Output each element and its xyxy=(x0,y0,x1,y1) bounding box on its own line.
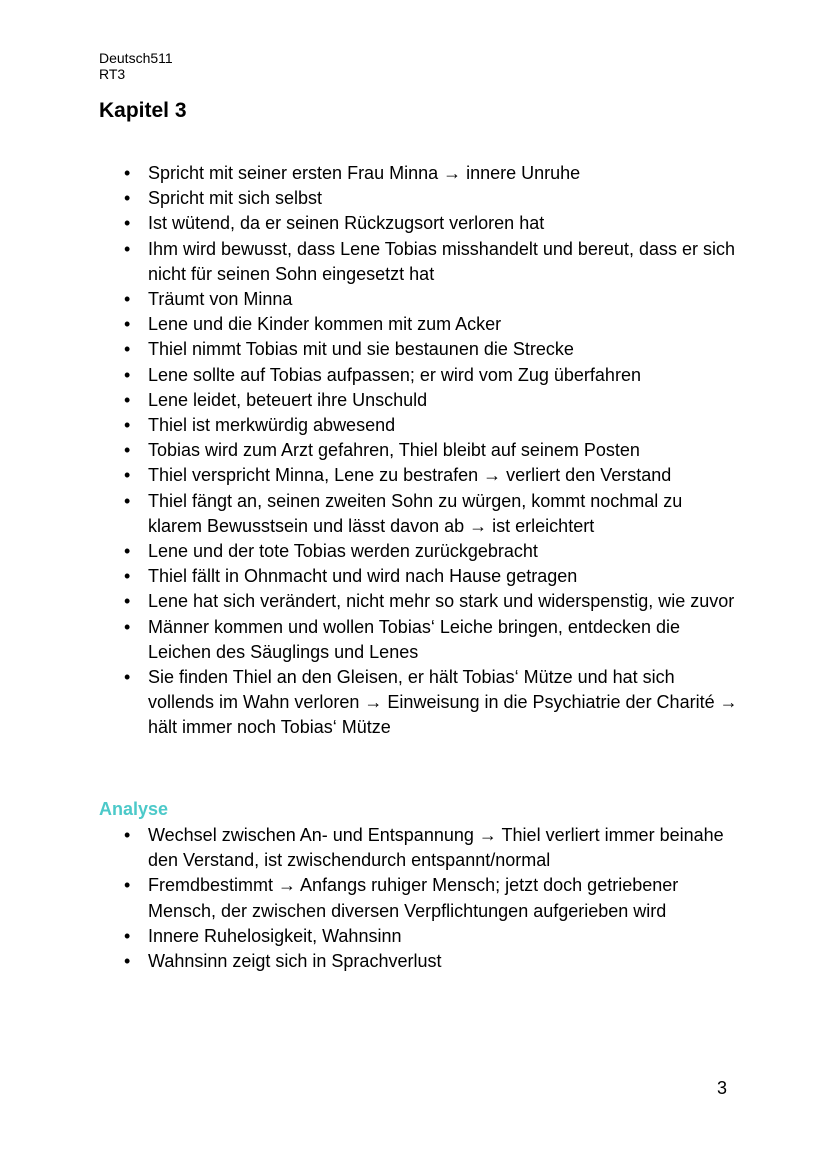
list-item: • Lene und die Kinder kommen mit zum Acker xyxy=(148,312,738,337)
list-item: • Ist wütend, da er seinen Rückzugsort verloren hat xyxy=(148,211,738,236)
analysis-list xyxy=(148,823,738,974)
list-item: • Spricht mit sich selbst xyxy=(148,186,738,211)
list-item: • Tobias wird zum Arzt gefahren, Thiel bleibt auf seinem Posten xyxy=(148,438,738,463)
list-item: • Lene sollte auf Tobias aufpassen; er wird vom Zug überfahren xyxy=(148,363,738,388)
list-item: • Thiel verspricht Minna, Lene zu bestrafen → verliert den Verstand xyxy=(148,463,738,488)
list-item: • Lene und der tote Tobias werden zurückgebracht xyxy=(148,539,738,564)
document-header xyxy=(99,50,173,82)
list-item: • Thiel fällt in Ohnmacht und wird nach Hause getragen xyxy=(148,564,738,589)
course-label: Deutsch511 xyxy=(99,50,173,66)
list-item: • Innere Ruhelosigkeit, Wahnsinn xyxy=(148,924,738,949)
list-item: • Wahnsinn zeigt sich in Sprachverlust xyxy=(148,949,738,974)
list-item: • Träumt von Minna xyxy=(148,287,738,312)
list-item: • Lene hat sich verändert, nicht mehr so stark und widerspenstig, wie zuvor xyxy=(148,589,738,614)
list-item: • Sie finden Thiel an den Gleisen, er hält Tobias‘ Mütze und hat sich vollends im Wahn verloren → Einweisung in die Psychiatrie der Charité → hält immer noch Tobias‘ Mütze xyxy=(148,665,738,741)
list-item: • Lene leidet, beteuert ihre Unschuld xyxy=(148,388,738,413)
list-item: • Fremdbestimmt → Anfangs ruhiger Mensch; jetzt doch getriebener Mensch, der zwischen diversen Verpflichtungen aufgerieben wird xyxy=(148,873,738,923)
list-item: • Thiel ist merkwürdig abwesend xyxy=(148,413,738,438)
group-label: RT3 xyxy=(99,66,126,82)
list-item: • Thiel fängt an, seinen zweiten Sohn zu würgen, kommt nochmal zu klarem Bewusstsein und lässt davon ab → ist erleichtert xyxy=(148,489,738,539)
page-number: 3 xyxy=(717,1078,728,1098)
list-item: • Thiel nimmt Tobias mit und sie bestaunen die Strecke xyxy=(148,337,738,362)
analysis-heading: Analyse xyxy=(99,799,169,819)
chapter-title: Kapitel 3 xyxy=(99,99,187,122)
list-item: • Ihm wird bewusst, dass Lene Tobias misshandelt und bereut, dass er sich nicht für seinen Sohn eingesetzt hat xyxy=(148,237,738,287)
list-item: • Wechsel zwischen An- und Entspannung → Thiel verliert immer beinahe den Verstand, ist zwischendurch entspannt/normal xyxy=(148,823,738,873)
list-item: • Männer kommen und wollen Tobias‘ Leiche bringen, entdecken die Leichen des Säuglings und Lenes xyxy=(148,615,738,665)
list-item: • Spricht mit seiner ersten Frau Minna → innere Unruhe xyxy=(148,161,738,186)
summary-list xyxy=(148,161,738,741)
